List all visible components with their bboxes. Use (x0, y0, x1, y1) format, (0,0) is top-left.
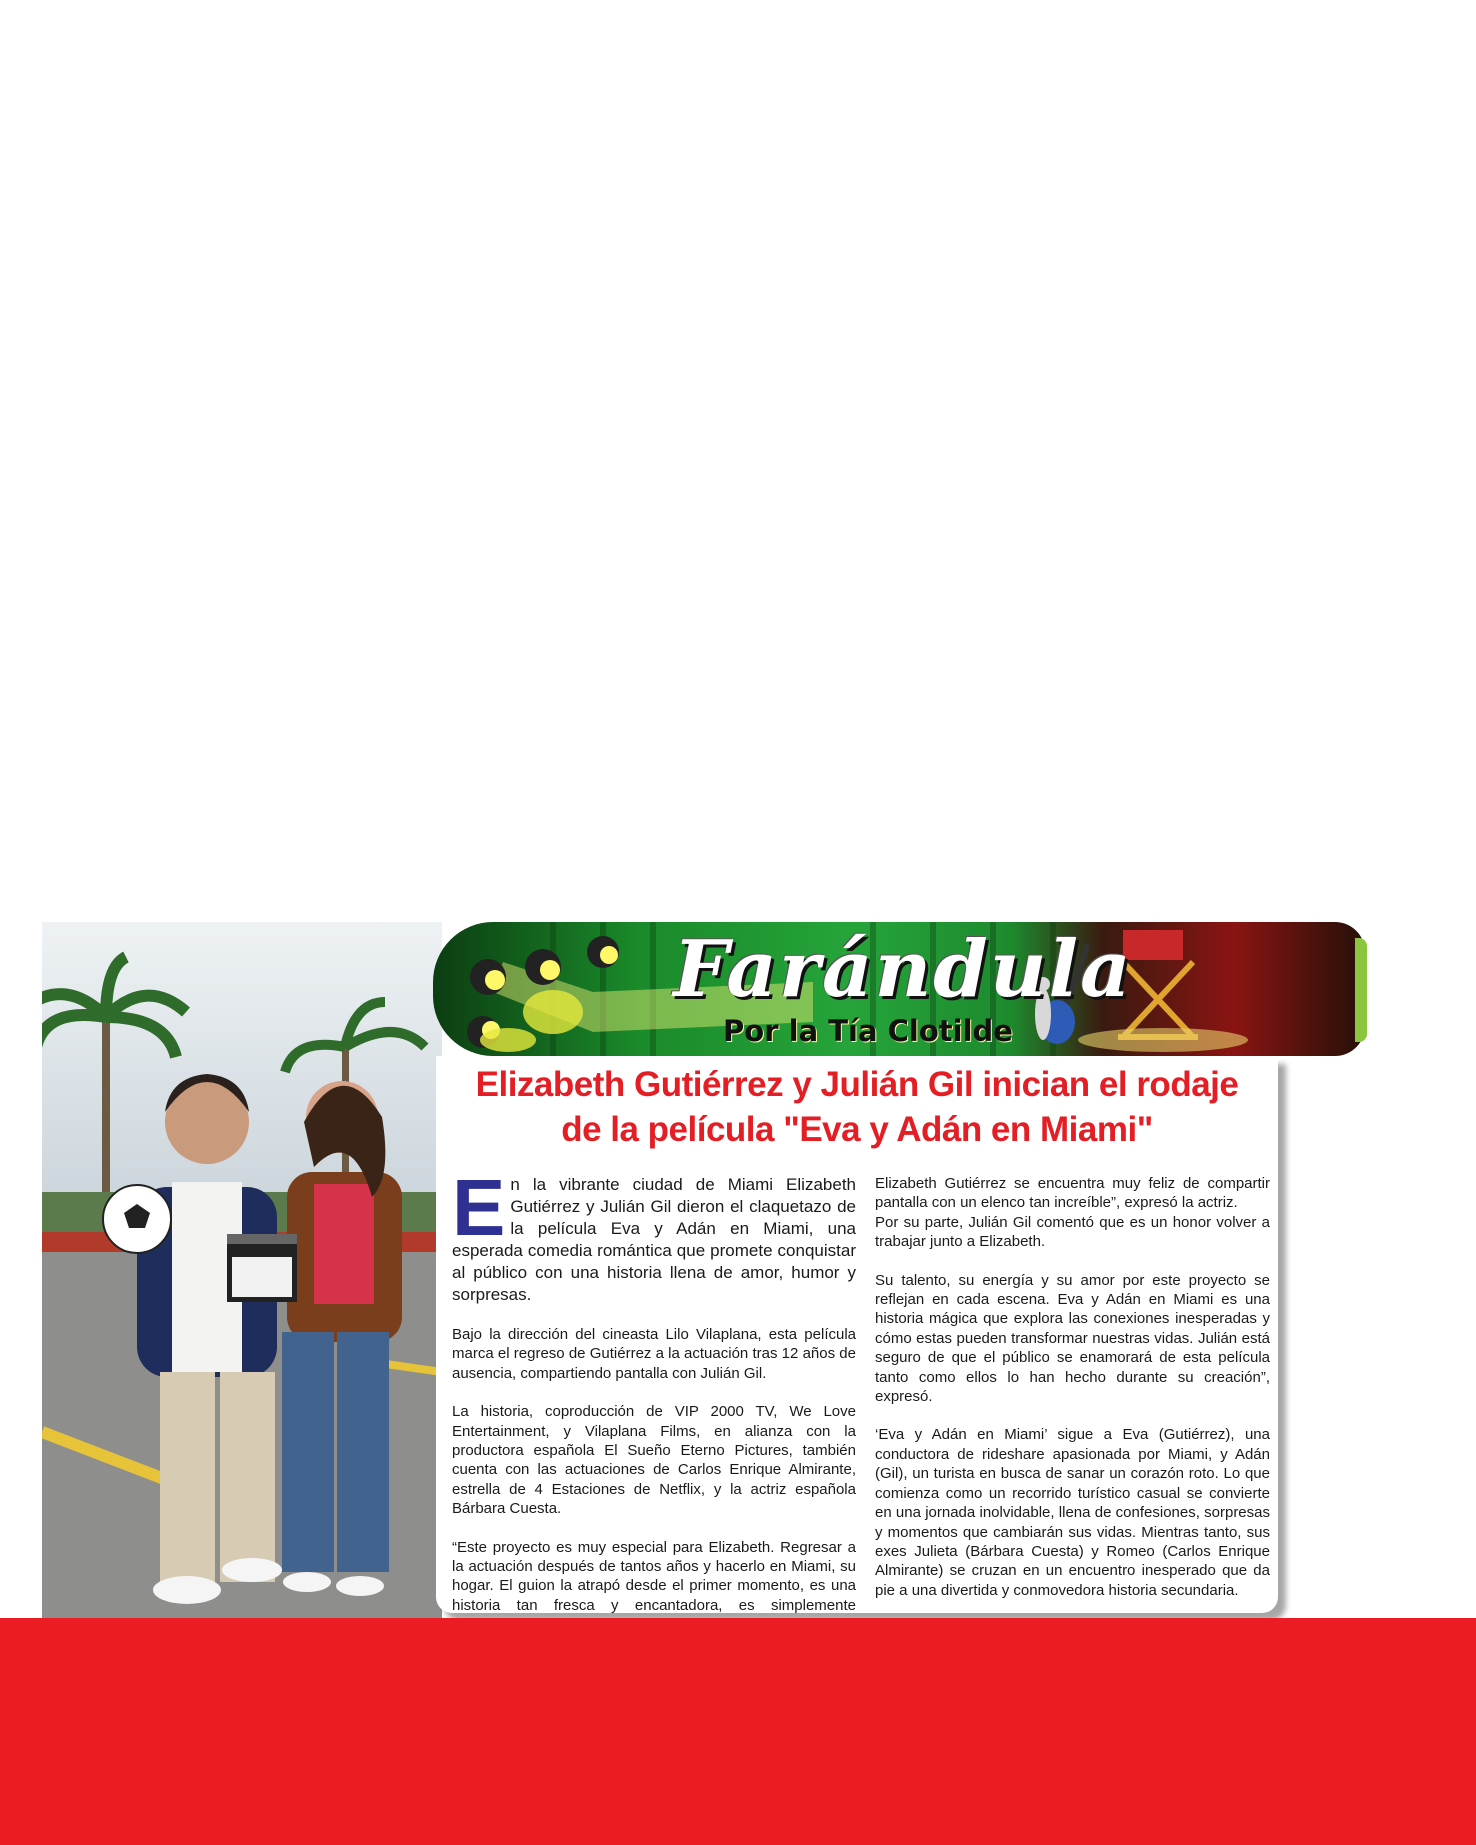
couple-photo-illustration (42, 922, 442, 1618)
footer-red-bar (0, 1618, 1476, 1845)
section-banner (433, 922, 1365, 1056)
headline-line-2: de la película "Eva y Adán en Miami" (561, 1110, 1153, 1149)
section-title: Farándula (673, 924, 1133, 1015)
paragraph-talent: Su talento, su energía y su amor por este proyecto se reflejan en cada escena. Eva y Adán en Miami es una historia mágica que explora las conexiones inesperadas y cómo estas pueden transformar nuestras vidas. Julián está seguro de que el público se enamorará de esta película tanto como ellos lo han hecho durante su creación”, expresó. (875, 1271, 1270, 1406)
drop-cap: E (452, 1163, 506, 1252)
article-column-right (875, 1174, 1270, 1619)
paragraph-quote: “Este proyecto es muy especial para Elizabeth. Regresar a la actuación después de tantos años y hacerlo en Miami, su hogar. El guion la atrapó desde el primer momento, es una historia tan fresca y encantadora, es simplemente (452, 1538, 856, 1614)
paragraph-julian: Por su parte, Julián Gil comentó que es un honor volver a trabajar junto a Elizabeth. (875, 1213, 1270, 1251)
banner-edge-accent (1355, 938, 1367, 1042)
article-photo (42, 922, 442, 1618)
paragraph-production: La historia, coproducción de VIP 2000 TV, We Love Entertainment, y Vilaplana Films, en alianza con la productora española El Sueño Eterno Pictures, también cuenta con las actuaciones de Carlos Enrique Almirante, estrella de 4 Estaciones de Netflix, y la actriz española Bárbara Cuesta. (452, 1403, 856, 1518)
lead-text: n la vibrante ciudad de Miami Elizabeth Gutiérrez y Julián Gil dieron el claquetazo de la película Eva y Adán en Miami, una esperada comedia romántica que promete conquistar al público con una historia llena de amor, humor y sorpresas. (452, 1175, 856, 1304)
section-byline: Por la Tía Clotilde (723, 1014, 1013, 1048)
article-column-left (452, 1163, 856, 1654)
paragraph-direction: Bajo la dirección del cineasta Lilo Vilaplana, esta película marca el regreso de Gutiérrez a la actuación tras 12 años de ausencia, compartiendo pantalla con Julián Gil. (452, 1326, 856, 1382)
lead-paragraph (452, 1163, 856, 1306)
article-headline (456, 1062, 1258, 1152)
paragraph-quote-continued: Elizabeth Gutiérrez se encuentra muy feliz de compartir pantalla con un elenco tan increíble”, expresó la actriz. (875, 1175, 1270, 1212)
headline-line-1: Elizabeth Gutiérrez y Julián Gil inician el rodaje (475, 1065, 1239, 1104)
article-card (436, 1056, 1278, 1613)
paragraph-synopsis: ‘Eva y Adán en Miami’ sigue a Eva (Gutiérrez), una conductora de rideshare apasionada por Miami, y Adán (Gil), un turista en busca de sanar un corazón roto. Lo que comienza como un recorrido turístico casual se convierte en una jornada inolvidable, llena de confesiones, sorpresas y momentos que cambiarán sus vidas. Mientras tanto, sus exes Julieta (Bárbara Cuesta) y Romeo (Carlos Enrique Almirante) se cruzan en un encuentro inesperado que da pie a una divertida y conmovedora historia secundaria. (875, 1426, 1270, 1599)
